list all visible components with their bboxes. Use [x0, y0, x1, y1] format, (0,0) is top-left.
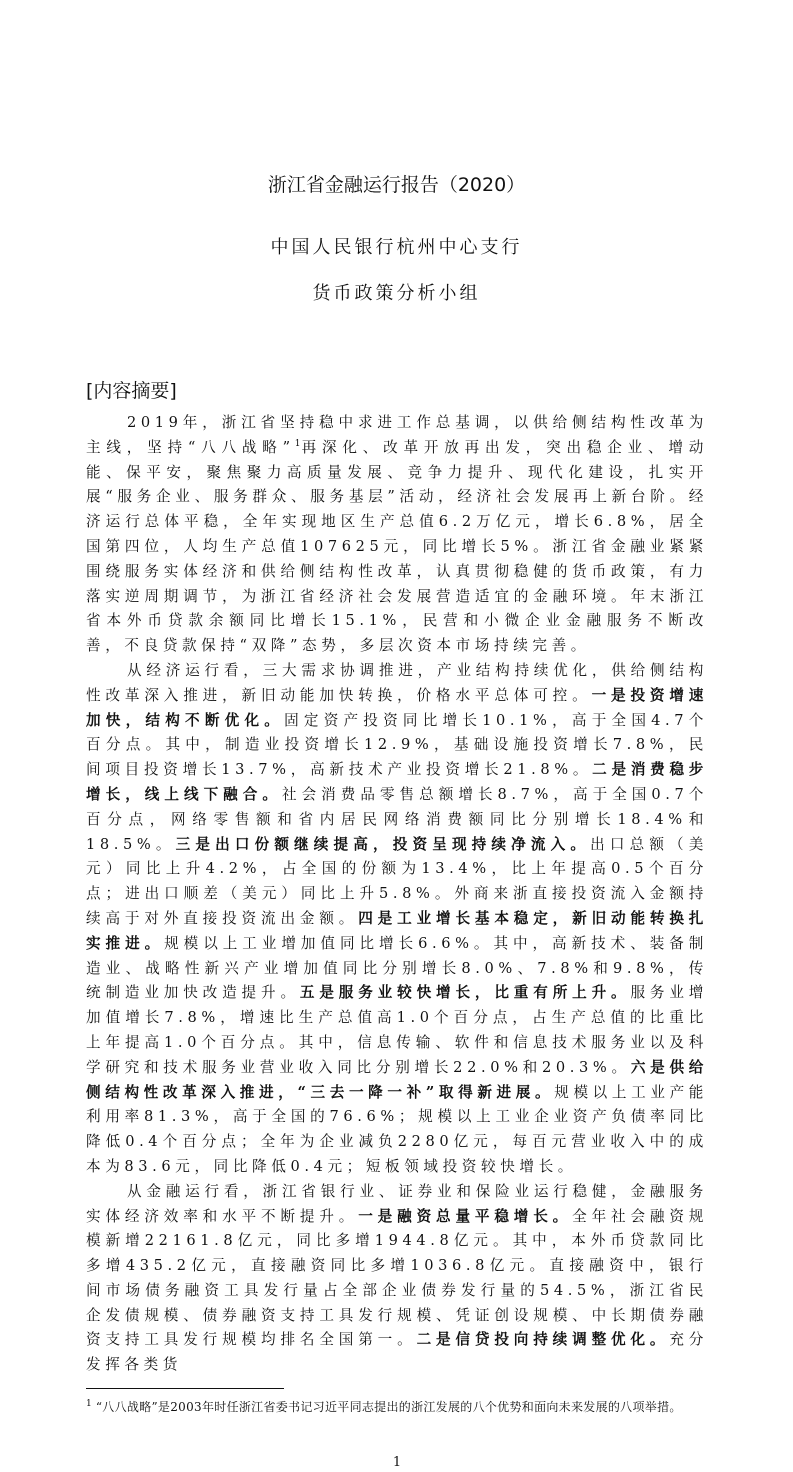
footnote-marker: 1 [86, 1399, 92, 1410]
author-group: 货币政策分析小组 [312, 283, 481, 304]
bold-key-point: 五是服务业较快增长，比重有所上升。 [299, 984, 631, 1002]
text-run: 规模以上工业产能利用率81.3%，高于全国的76.6%；规模以上工业企业资产负债率同比降低0.4个百分点；全年为企业减负2280亿元，每百元营业收入中的成本为83.6元，同比降低0.4元；短板领域投资较快增长。 [86, 1083, 708, 1175]
footnote [86, 1398, 708, 1416]
text-run: 服务业增加值增长7.8%，增速比生产总值高1.0个百分点，占生产总值的比重比上年提高1.0个百分点。其中，信息传输、软件和信息技术服务业以及科学研究和技术服务业营业收入同比分别增长22.0%和20.3%。 [86, 984, 708, 1076]
bold-key-point: 六是供给侧结构性改革深入推进，“三去一降一补”取得新进展。 [86, 1058, 708, 1101]
text-run: 规模以上工业增加值同比增长6.6%。其中，高新技术、装备制造业、战略性新兴产业增加值同比分别增长8.0%、7.8%和9.8%，传统制造业加快改造提升。 [86, 934, 708, 1002]
paragraph-financial-operation [86, 1180, 708, 1378]
text-run: 从金融运行看，浙江省银行业、证券业和保险业运行稳健，金融服务实体经济效率和水平不断提升。 [86, 1182, 708, 1225]
section-heading-abstract: [内容摘要] [86, 380, 177, 402]
bold-key-point: 二是信贷投向持续调整优化。 [416, 1331, 670, 1349]
text-run: 从经济运行看，三大需求协调推进，产业结构持续优化，供给侧结构性改革深入推进，新旧动能加快转换，价格水平总体可控。 [86, 661, 708, 704]
footnote-divider [86, 1388, 284, 1389]
footnote-reference[interactable]: 1 [294, 438, 301, 449]
text-run: 充分发挥各类货 [86, 1331, 708, 1374]
bold-key-point: 一是投资增速加快，结构不断优化。 [86, 686, 708, 729]
paragraph-economic-operation [86, 659, 708, 1180]
abstract-body [86, 411, 708, 1378]
text-run: 出口总额（美元）同比上升4.2%，占全国的份额为13.4%，比上年提高0.5个百分点；进出口顺差（美元）同比上升5.8%。外商来浙直接投资流入金额持续高于对外直接投资流出金额。 [86, 835, 708, 927]
text-run: 全年社会融资规模新增22161.8亿元，同比多增1944.8亿元。其中，本外币贷款同比多增435.2亿元，直接融资同比多增1036.8亿元。直接融资中，银行间市场债务融资工具发行量占全部企业债券发行量的54.5%，浙江省民企发债规模、债券融资支持工具发行规模、凭证创设规模、中长期债券融资支持工具发行规模均排名全国第一。 [86, 1207, 709, 1349]
document-title: 浙江省金融运行报告（2020） [267, 174, 526, 196]
page-number: 1 [392, 1455, 402, 1471]
page-flow [86, 411, 708, 1472]
bold-key-point: 四是工业增长基本稳定，新旧动能转换扎实推进。 [86, 909, 708, 952]
bold-key-point: 三是出口份额继续提高，投资呈现持续净流入。 [175, 835, 591, 853]
text-run: 社会消费品零售总额增长8.7%，高于全国0.7个百分点，网络零售额和省内居民网络消费额同比分别增长18.4%和18.5%。 [86, 785, 708, 853]
text-run: 2019年，浙江省坚持稳中求进工作总基调，以供给侧结构性改革为主线，坚持“八八战略” [86, 414, 708, 456]
bold-key-point: 二是消费稳步增长，线上线下融合。 [86, 761, 708, 803]
bold-key-point: 一是融资总量平稳增长。 [358, 1207, 573, 1225]
footnote-text: “八八战略”是2003年时任浙江省委书记习近平同志提出的浙江发展的八个优势和面向未来发展的八项举措。 [95, 1400, 682, 1415]
text-run: 再深化、改革开放再出发，突出稳企业、增动能、保平安，聚焦聚力高质量发展、竞争力提升、现代化建设，扎实开展“服务企业、服务群众、服务基层”活动，经济社会发展再上新台阶。经济运行总体平稳，全年实现地区生产总值6.2万亿元，增长6.8%，居全国第四位，人均生产总值107625元，同比增长5%。浙江省金融业紧紧围绕服务实体经济和供给侧结构性改革，认真贯彻稳健的货币政策，有力落实逆周期调节，为浙江省经济社会发展营造适宜的金融环境。年末浙江省本外币贷款余额同比增长15.1%，民营和小微企业金融服务不断改善，不良贷款保持“双降”态势，多层次资本市场持续完善。 [86, 438, 708, 655]
paragraph-overview [86, 411, 708, 659]
text-run: 固定资产投资同比增长10.1%，高于全国4.7个百分点。其中，制造业投资增长12.9%，基础设施投资增长7.8%，民间项目投资增长13.7%，高新技术产业投资增长21.8%。 [86, 711, 708, 779]
author-organization: 中国人民银行杭州中心支行 [270, 237, 523, 258]
